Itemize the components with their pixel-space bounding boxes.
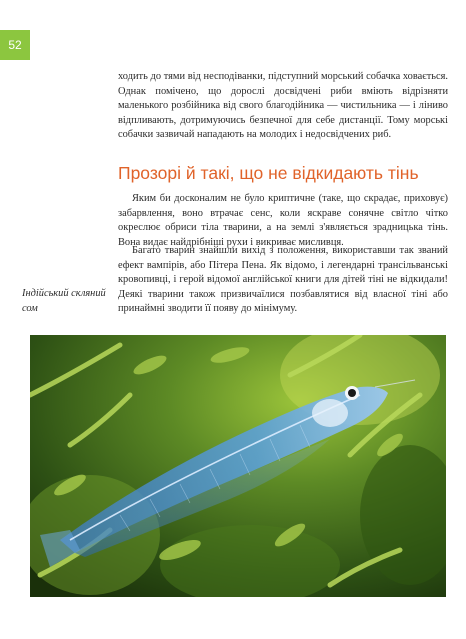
- photo-caption: Індійський скляний сом: [22, 288, 106, 314]
- section-heading: Прозорі й такі, що не відкидають тінь: [118, 163, 419, 183]
- paragraph-3: Багато тварин знайшли вихід з положення, використавши так званий ефект вампірів, або Пітера Пена. Як відомо, і легендарні трансільванські кровопивці, і герой відомої англійської книги для дітей тіні не відкидали! Деякі тварини також призвичаїлися позбавлятися від власної тіні або принаймні зводити її появу до мінімуму.: [118, 245, 448, 315]
- glass-catfish-photo: [30, 335, 446, 597]
- intro-paragraph: ходить до тями від несподіванки, підступний морський собачка ховається. Однак помічено, що дорослі досвідчені риби вміють відрізняти маленького розбійника від свого благодійника — чистильника — і ліниво відпливають, дотримуючись безпечної для себе дистанції. Тому морські собачки зазвичай нападають на молодих і недосвідчених риб.: [118, 71, 448, 141]
- paragraph-2: Яким би досконалим не було криптичне (таке, що скрадає, приховує) забарвлення, воно втрачає сенс, коли яскраве сонячне світло чітко окреслює обриси тіла тварини, а на землі з'являється зрадницька тінь. Вона видає найдрібніші рухи і викриває мисливця.: [118, 193, 448, 248]
- page-number: 52: [0, 30, 30, 60]
